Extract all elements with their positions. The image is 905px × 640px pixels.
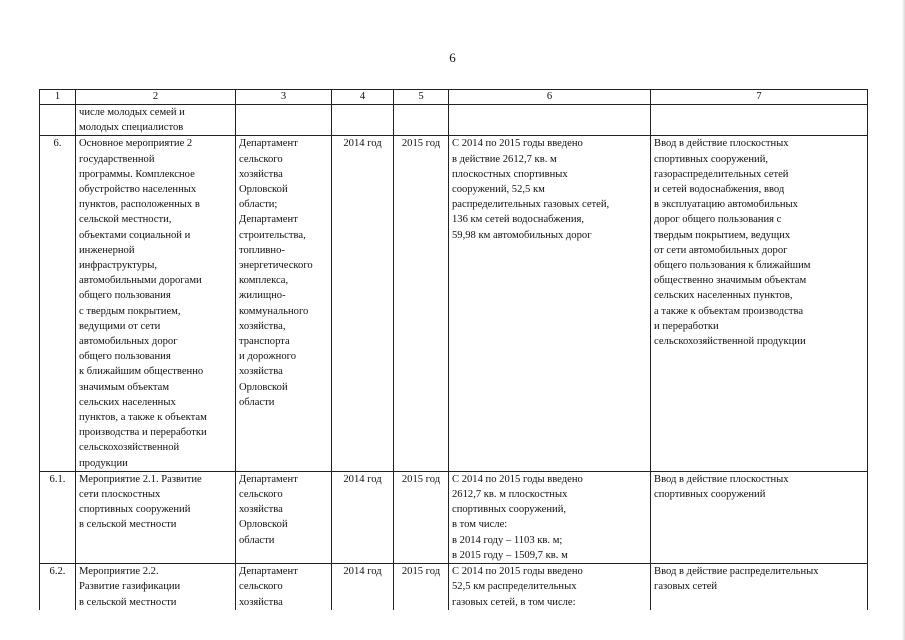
column-number: 1: [40, 90, 76, 105]
column-number: 3: [236, 90, 332, 105]
row-number-cell: 6.2.: [40, 564, 76, 610]
table-row: [40, 471, 868, 563]
indicator-link-cell: Ввод в действие распределительных газовых сетей: [651, 564, 868, 610]
page-number: 6: [449, 50, 456, 65]
row-number-cell: 6.1.: [40, 471, 76, 563]
indicator-link-cell: [651, 105, 868, 136]
table-row: [40, 136, 868, 471]
row-number-cell: 6.: [40, 136, 76, 471]
column-number: 7: [651, 90, 868, 105]
end-year-cell: [394, 105, 449, 136]
start-year-cell: [332, 105, 394, 136]
column-number: 5: [394, 90, 449, 105]
indicator-link-cell: Ввод в действие плоскостных спортивных сооружений, газораспределительных сетей и сетей водоснабжения, ввод в эксплуатацию автомобильных дорог общего пользования с твердым покрытием, ведущих от сети автомобильных дорог общего пользования к ближайшим общественно значимым объектам сельских населенных пунктов, а также к объектам производства и переработки сельскохозяйственной продукции: [651, 136, 868, 471]
expected-result-cell: С 2014 по 2015 годы введено 52,5 км распределительных газовых сетей, в том числе:: [449, 564, 651, 610]
measure-name-cell: Основное мероприятие 2 государственной программы. Комплексное обустройство населенных пунктов, расположенных в сельской местности, объектами социальной и инженерной инфраструктуры, автомобильными дорогами общего пользования с твердым покрытием, ведущими от сети автомобильных дорог общего пользования к ближайшим общественно значимым объектам сельских населенных пунктов, а также к объектам производства и переработки сельскохозяйственной продукции: [76, 136, 236, 471]
program-measures-table: [39, 89, 868, 610]
end-year-cell: 2015 год: [394, 564, 449, 610]
expected-result-cell: С 2014 по 2015 годы введено 2612,7 кв. м плоскостных спортивных сооружений, в том числе: в 2014 году – 1103 кв. м; в 2015 году – 1509,7 кв. м: [449, 471, 651, 563]
responsible-executor-cell: Департамент сельского хозяйства Орловской области; Департамент строительства, топливно- энергетического комплекса, жилищно- коммунального хозяйства, транспорта и дорожного хозяйства Орловской области: [236, 136, 332, 471]
start-year-cell: 2014 год: [332, 564, 394, 610]
table-row: [40, 564, 868, 610]
table-row: [40, 105, 868, 136]
end-year-cell: 2015 год: [394, 471, 449, 563]
row-number-cell: [40, 105, 76, 136]
column-number-row: [40, 90, 868, 105]
expected-result-cell: [449, 105, 651, 136]
measure-name-cell: Мероприятие 2.1. Развитие сети плоскостных спортивных сооружений в сельской местности: [76, 471, 236, 563]
indicator-link-cell: Ввод в действие плоскостных спортивных сооружений: [651, 471, 868, 563]
responsible-executor-cell: [236, 105, 332, 136]
column-number: 4: [332, 90, 394, 105]
measure-name-cell: Мероприятие 2.2. Развитие газификации в сельской местности: [76, 564, 236, 610]
responsible-executor-cell: Департамент сельского хозяйства: [236, 564, 332, 610]
start-year-cell: 2014 год: [332, 471, 394, 563]
end-year-cell: 2015 год: [394, 136, 449, 471]
responsible-executor-cell: Департамент сельского хозяйства Орловской области: [236, 471, 332, 563]
expected-result-cell: С 2014 по 2015 годы введено в действие 2612,7 кв. м плоскостных спортивных сооружений, 52,5 км распределительных газовых сетей, 136 км сетей водоснабжения, 59,98 км автомобильных дорог: [449, 136, 651, 471]
measure-name-cell: числе молодых семей и молодых специалистов: [76, 105, 236, 136]
column-number: 6: [449, 90, 651, 105]
start-year-cell: 2014 год: [332, 136, 394, 471]
column-number: 2: [76, 90, 236, 105]
